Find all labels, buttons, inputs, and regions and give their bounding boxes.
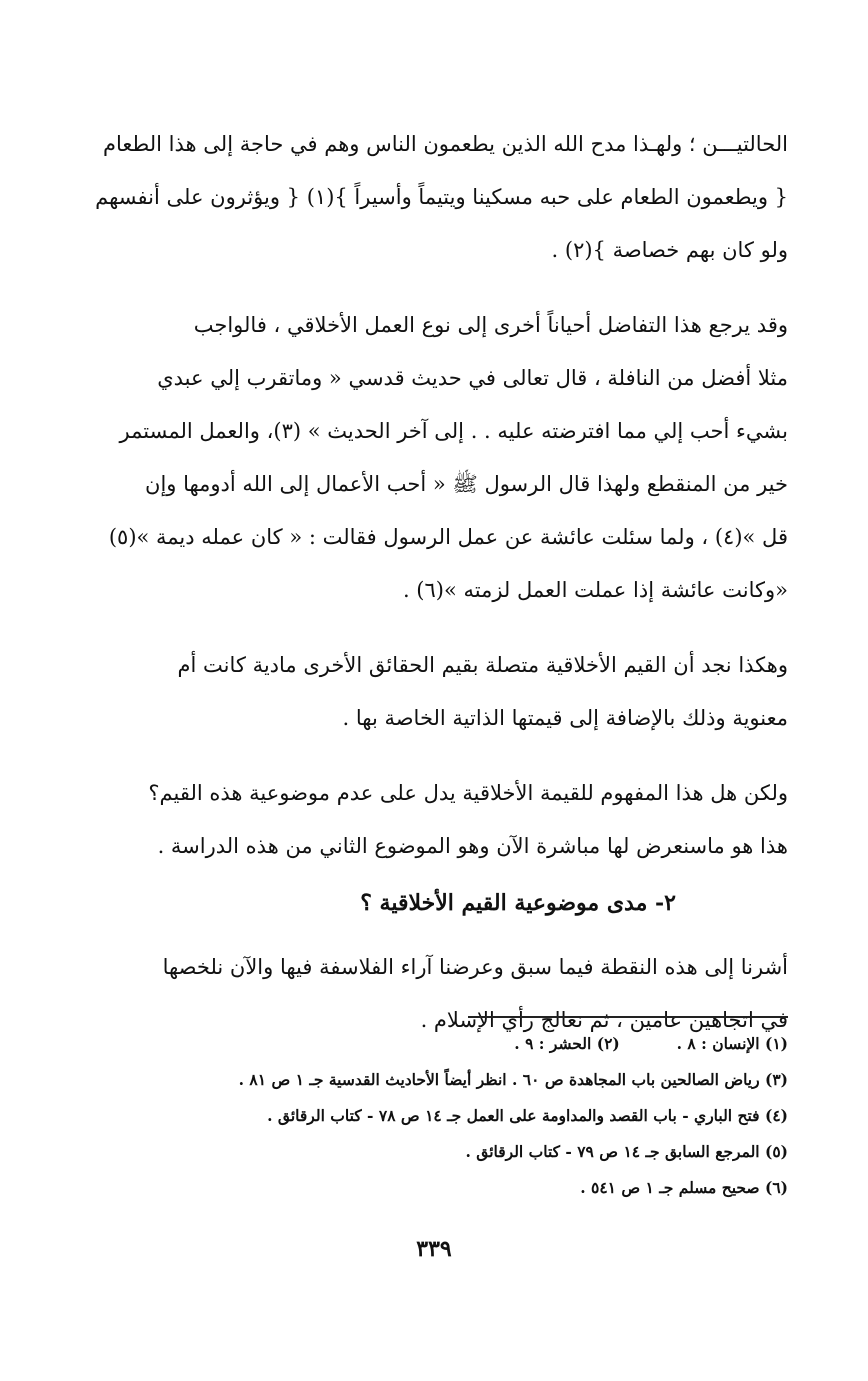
paragraph-2	[80, 299, 788, 617]
text-line: «وكانت عائشة إذا عملت العمل لزمته »(٦) .	[402, 578, 788, 602]
text-line: معنوية وذلك بالإضافة إلى قيمتها الذاتية الخاصة بها .	[342, 706, 788, 730]
text-line: قل »(٤) ، ولما سئلت عائشة عن عمل الرسول فقالت : « كان عمله ديمة »(٥)	[108, 525, 788, 549]
text-line: أشرنا إلى هذه النقطة فيما سبق وعرضنا آراء الفلاسفة فيها والآن نلخصها	[162, 955, 788, 979]
text-line: في اتجاهين عامين ، ثم نعالج رأي الإسلام .	[420, 1008, 788, 1032]
footnotes	[80, 1026, 788, 1206]
footnote-3: (٣) رياض الصالحين باب المجاهدة ص ٦٠ . انظر أيضاً الأحاديث القدسية جـ ١ ص ٨١ .	[238, 1070, 788, 1089]
footnote-row	[80, 1026, 788, 1062]
text-line: هذا هو ماسنعرض لها مباشرة الآن وهو الموضوع الثاني من هذه الدراسة .	[157, 834, 788, 858]
paragraph-4	[80, 767, 788, 873]
paragraph-3	[80, 639, 788, 745]
text-line: وقد يرجع هذا التفاضل أحياناً أخرى إلى نوع العمل الأخلاقي ، فالواجب	[193, 313, 788, 337]
text-line: الحالتيـــن ؛ ولهـذا مدح الله الذين يطعمون الناس وهم في حاجة إلى هذا الطعام	[103, 132, 788, 156]
section-heading: ٢- مدى موضوعية القيم الأخلاقية ؟	[360, 890, 676, 916]
text-line: وهكذا نجد أن القيم الأخلاقية متصلة بقيم الحقائق الأخرى مادية كانت أم	[177, 653, 788, 677]
footnote-5: (٥) المرجع السابق جـ ١٤ ص ٧٩ - كتاب الرقائق .	[465, 1142, 788, 1161]
text-line: بشيء أحب إلي مما افترضته عليه . . إلى آخر الحديث » (٣)، والعمل المستمر	[119, 419, 788, 443]
footnote-4: (٤) فتح الباري - باب القصد والمداومة على العمل جـ ١٤ ص ٧٨ - كتاب الرقائق .	[267, 1106, 788, 1125]
paragraph-1	[80, 118, 788, 277]
page-number: ٣٣٩	[416, 1236, 452, 1262]
text-line: خير من المنقطع ولهذا قال الرسول ﷺ « أحب الأعمال إلى الله أدومها وإن	[145, 472, 788, 496]
footnote-2: (٢) الحشر : ٩ .	[514, 1034, 620, 1053]
footnote-1: (١) الإنسان : ٨ .	[676, 1034, 788, 1053]
text-line: مثلا أفضل من النافلة ، قال تعالى في حديث قدسي « وماتقرب إلي عبدي	[157, 366, 788, 390]
text-line: { ويطعمون الطعام على حبه مسكينا ويتيماً وأسيراً }(١) { ويؤثرون على أنفسهم	[95, 185, 788, 209]
footnote-divider	[468, 1016, 788, 1018]
body-text	[80, 118, 788, 1047]
footnote-6: (٦) صحيح مسلم جـ ١ ص ٥٤١ .	[580, 1178, 788, 1197]
text-line: ولو كان بهم خصاصة }(٢) .	[551, 238, 788, 262]
text-line: ولكن هل هذا المفهوم للقيمة الأخلاقية يدل على عدم موضوعية هذه القيم؟	[148, 781, 788, 805]
